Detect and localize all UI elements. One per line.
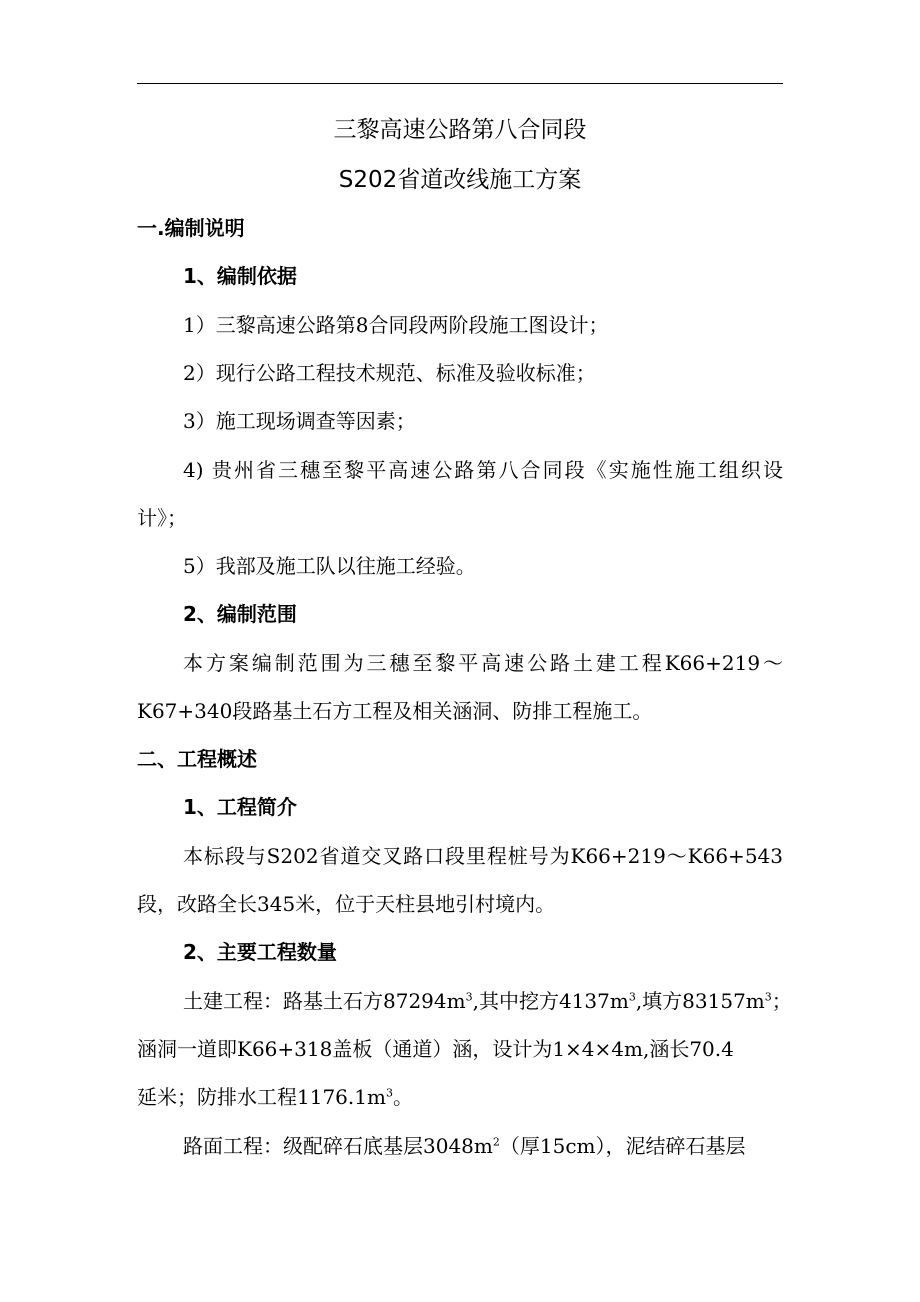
pavement-works-line1: 路面工程：级配碎石底基层$3048m^2$（厚15cm），泥结碎石基层 bbox=[183, 1134, 746, 1158]
civil-works-line1: 土建工程：路基土石方$87294m^3$,其中挖方$4137m^3$,填方$83157m^3$； bbox=[183, 989, 792, 1013]
section2-sub2-heading: 2、主要工程数量 bbox=[183, 940, 337, 964]
document-title-line2: S202省道改线施工方案 bbox=[338, 167, 582, 193]
basis-item-4-cont: 计》； bbox=[137, 506, 187, 530]
section1-heading: 一.编制说明 bbox=[137, 216, 245, 240]
section2-heading: 二、工程概述 bbox=[137, 747, 257, 771]
section2-sub1-heading: 1、工程简介 bbox=[183, 795, 297, 819]
basis-item-5: 5）我部及施工队以往施工经验。 bbox=[183, 554, 476, 578]
civil-works-line2: 涵洞一道即K66+318盖板（通道）涵，设计为1×4×4m,涵长70.4 bbox=[137, 1037, 734, 1061]
overview-para-line2: 段，改路全长345米，位于天柱县地引村境内。 bbox=[137, 892, 556, 916]
basis-item-4: 4) 贵州省三穗至黎平高速公路第八合同段《实施性施工组织设 bbox=[183, 458, 783, 482]
basis-item-2: 2）现行公路工程技术规范、标准及验收标准； bbox=[183, 361, 596, 385]
document-title-line1: 三黎高速公路第八合同段 bbox=[333, 117, 587, 143]
basis-item-1: 1）三黎高速公路第8合同段两阶段施工图设计； bbox=[183, 313, 609, 337]
header-rule bbox=[137, 83, 783, 84]
scope-para-line1: 本方案编制范围为三穗至黎平高速公路土建工程K66+219～ bbox=[183, 651, 783, 675]
overview-para-line1: 本标段与S202省道交叉路口段里程桩号为K66+219～K66+543 bbox=[183, 844, 783, 868]
scope-para-line2: K67+340段路基土石方工程及相关涵洞、防排工程施工。 bbox=[137, 699, 653, 723]
section1-sub1-heading: 1、编制依据 bbox=[183, 264, 297, 288]
civil-works-line3: 延米；防排水工程$1176.1m^3$。 bbox=[137, 1085, 413, 1109]
section1-sub2-heading: 2、编制范围 bbox=[183, 602, 297, 626]
basis-item-3: 3）施工现场调查等因素； bbox=[183, 409, 416, 433]
